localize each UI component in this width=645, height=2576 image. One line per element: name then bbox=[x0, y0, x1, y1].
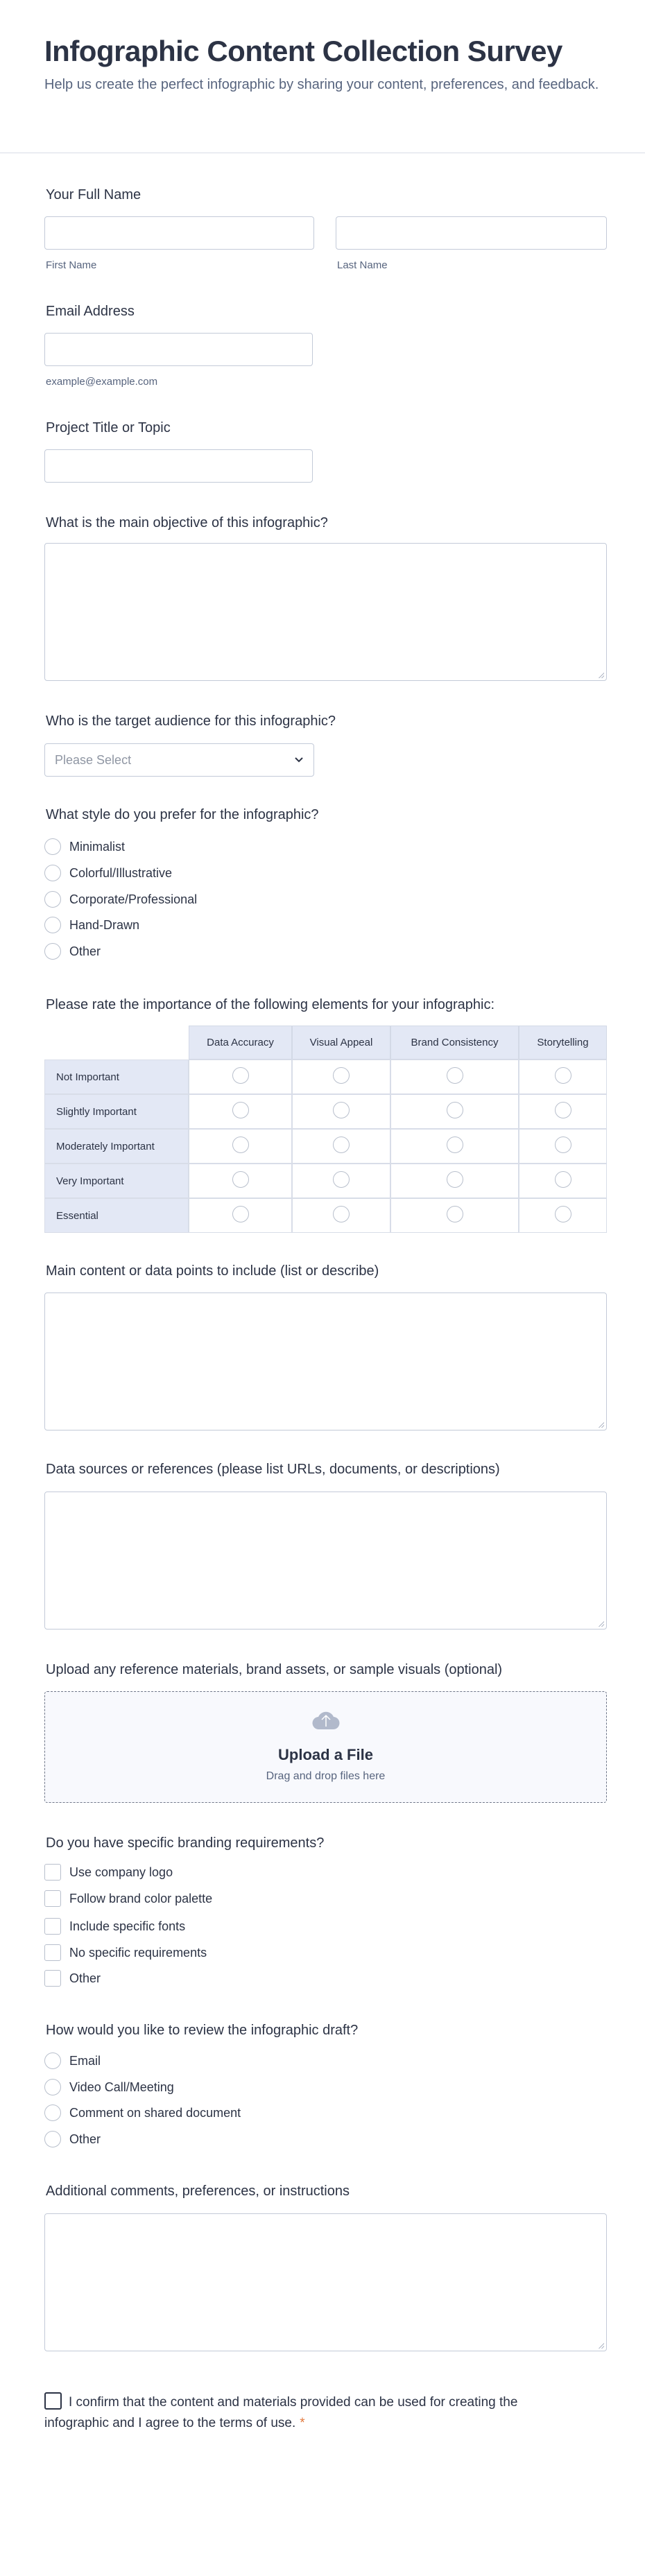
option-label: Hand-Drawn bbox=[69, 917, 140, 932]
matrix-radio[interactable] bbox=[232, 1136, 249, 1153]
matrix-radio[interactable] bbox=[333, 1136, 350, 1153]
chevron-down-icon bbox=[294, 757, 304, 763]
matrix-row-label: Essential bbox=[44, 1198, 189, 1233]
full-name-label: Your Full Name bbox=[46, 187, 141, 202]
data-sources-textarea[interactable] bbox=[44, 1492, 607, 1630]
form-title: Infographic Content Collection Survey bbox=[44, 35, 562, 67]
email-label: Email Address bbox=[46, 304, 135, 319]
option-label: Use company logo bbox=[69, 1865, 173, 1879]
radio-icon[interactable] bbox=[44, 2052, 61, 2069]
matrix-cell bbox=[189, 1129, 292, 1164]
option-label: Other bbox=[69, 944, 101, 958]
matrix-radio[interactable] bbox=[447, 1067, 463, 1084]
radio-icon[interactable] bbox=[44, 2131, 61, 2147]
checkbox-icon[interactable] bbox=[44, 1944, 61, 1961]
audience-select-value: Please Select bbox=[55, 752, 132, 767]
matrix-cell bbox=[390, 1164, 519, 1198]
matrix-radio[interactable] bbox=[555, 1206, 571, 1222]
matrix-row bbox=[44, 1129, 607, 1164]
option-label: Follow brand color palette bbox=[69, 1891, 213, 1905]
branding-option[interactable] bbox=[44, 1944, 207, 1961]
option-label: Corporate/Professional bbox=[69, 892, 198, 906]
comments-label: Additional comments, preferences, or instructions bbox=[46, 2184, 350, 2199]
option-label: Other bbox=[69, 2132, 101, 2146]
matrix-row-label: Slightly Important bbox=[44, 1094, 189, 1129]
matrix-cell bbox=[390, 1094, 519, 1129]
matrix-cell bbox=[292, 1094, 390, 1129]
checkbox-icon[interactable] bbox=[44, 1970, 61, 1987]
matrix-radio[interactable] bbox=[232, 1067, 249, 1084]
radio-icon[interactable] bbox=[44, 865, 61, 881]
matrix-cell bbox=[292, 1129, 390, 1164]
style-label: What style do you prefer for the infographic? bbox=[46, 807, 319, 822]
resize-handle-icon[interactable] bbox=[599, 1621, 604, 1627]
matrix-column-header: Storytelling bbox=[519, 1026, 607, 1060]
radio-icon[interactable] bbox=[44, 2104, 61, 2121]
form-subtitle: Help us create the perfect infographic by sharing your content, preferences, and feedback. bbox=[44, 77, 599, 92]
comments-textarea[interactable] bbox=[44, 2213, 607, 2351]
last-name-sublabel: Last Name bbox=[337, 259, 388, 271]
terms-text: I confirm that the content and materials provided can be used for creating the infographic and I agree to the terms of use. bbox=[44, 2395, 518, 2430]
matrix-radio[interactable] bbox=[447, 1171, 463, 1188]
radio-icon[interactable] bbox=[44, 2079, 61, 2095]
matrix-cell bbox=[390, 1060, 519, 1094]
branding-option[interactable] bbox=[44, 1890, 212, 1907]
style-option[interactable] bbox=[44, 865, 172, 881]
resize-handle-icon[interactable] bbox=[599, 2343, 604, 2349]
option-label: Comment on shared document bbox=[69, 2105, 241, 2120]
review-option[interactable] bbox=[44, 2104, 241, 2121]
first-name-input[interactable] bbox=[44, 216, 314, 250]
branding-option[interactable] bbox=[44, 1918, 185, 1935]
file-upload-dropzone[interactable] bbox=[44, 1691, 607, 1803]
resize-handle-icon[interactable] bbox=[599, 673, 604, 678]
matrix-corner bbox=[44, 1026, 189, 1060]
style-option[interactable] bbox=[44, 943, 101, 960]
cloud-upload-icon bbox=[312, 1709, 340, 1731]
first-name-sublabel: First Name bbox=[46, 259, 97, 271]
matrix-cell bbox=[292, 1198, 390, 1233]
matrix-cell bbox=[189, 1060, 292, 1094]
matrix-radio[interactable] bbox=[447, 1136, 463, 1153]
style-option[interactable] bbox=[44, 891, 197, 908]
option-label: Email bbox=[69, 2053, 101, 2068]
matrix-cell bbox=[390, 1129, 519, 1164]
data-sources-label: Data sources or references (please list URLs, documents, or descriptions) bbox=[46, 1462, 500, 1477]
terms-checkbox[interactable] bbox=[44, 2392, 62, 2410]
checkbox-icon[interactable] bbox=[44, 1890, 61, 1907]
matrix-radio[interactable] bbox=[555, 1102, 571, 1118]
matrix-cell bbox=[189, 1164, 292, 1198]
project-title-label: Project Title or Topic bbox=[46, 420, 171, 435]
radio-icon[interactable] bbox=[44, 943, 61, 960]
resize-handle-icon[interactable] bbox=[599, 1422, 604, 1428]
rating-label: Please rate the importance of the following elements for your infographic: bbox=[46, 997, 495, 1012]
terms-confirmation bbox=[44, 2392, 530, 2434]
matrix-cell bbox=[292, 1164, 390, 1198]
radio-icon[interactable] bbox=[44, 838, 61, 855]
matrix-cell bbox=[519, 1164, 607, 1198]
matrix-row bbox=[44, 1198, 607, 1233]
option-label: Minimalist bbox=[69, 839, 126, 854]
matrix-row-label: Not Important bbox=[44, 1060, 189, 1094]
matrix-row bbox=[44, 1094, 607, 1129]
upload-subtitle: Drag and drop files here bbox=[266, 1770, 386, 1782]
rating-matrix bbox=[44, 1026, 607, 1233]
matrix-radio[interactable] bbox=[447, 1102, 463, 1118]
option-label: No specific requirements bbox=[69, 1945, 207, 1960]
matrix-radio[interactable] bbox=[555, 1136, 571, 1153]
matrix-cell bbox=[519, 1129, 607, 1164]
radio-icon[interactable] bbox=[44, 917, 61, 933]
matrix-radio[interactable] bbox=[333, 1102, 350, 1118]
matrix-radio[interactable] bbox=[232, 1171, 249, 1188]
option-label: Other bbox=[69, 1971, 101, 1985]
checkbox-icon[interactable] bbox=[44, 1918, 61, 1935]
upload-label: Upload any reference materials, brand assets, or sample visuals (optional) bbox=[46, 1662, 503, 1677]
matrix-radio[interactable] bbox=[333, 1067, 350, 1084]
radio-icon[interactable] bbox=[44, 891, 61, 908]
matrix-column-header: Data Accuracy bbox=[189, 1026, 292, 1060]
audience-label: Who is the target audience for this infographic? bbox=[46, 714, 336, 729]
review-option[interactable] bbox=[44, 2131, 101, 2147]
matrix-radio[interactable] bbox=[232, 1102, 249, 1118]
branding-label: Do you have specific branding requirements? bbox=[46, 1835, 325, 1851]
last-name-input[interactable] bbox=[336, 216, 607, 250]
branding-option[interactable] bbox=[44, 1970, 101, 1987]
option-label: Video Call/Meeting bbox=[69, 2080, 174, 2094]
project-title-input[interactable] bbox=[44, 449, 313, 483]
style-option[interactable] bbox=[44, 838, 125, 855]
matrix-radio[interactable] bbox=[447, 1206, 463, 1222]
email-input[interactable] bbox=[44, 333, 313, 366]
matrix-cell bbox=[519, 1094, 607, 1129]
matrix-row-label: Moderately Important bbox=[44, 1129, 189, 1164]
style-option[interactable] bbox=[44, 917, 139, 933]
matrix-radio[interactable] bbox=[333, 1171, 350, 1188]
audience-select[interactable] bbox=[44, 743, 314, 777]
matrix-radio[interactable] bbox=[555, 1171, 571, 1188]
matrix-cell bbox=[519, 1198, 607, 1233]
matrix-row bbox=[44, 1164, 607, 1198]
review-label: How would you like to review the infographic draft? bbox=[46, 2023, 359, 2038]
upload-title: Upload a File bbox=[278, 1746, 373, 1763]
matrix-cell bbox=[292, 1060, 390, 1094]
matrix-cell bbox=[519, 1060, 607, 1094]
matrix-column-header: Brand Consistency bbox=[390, 1026, 519, 1060]
branding-option[interactable] bbox=[44, 1864, 173, 1881]
email-hint: example@example.com bbox=[46, 376, 158, 388]
matrix-column-header: Visual Appeal bbox=[292, 1026, 390, 1060]
matrix-cell bbox=[189, 1198, 292, 1233]
checkbox-icon[interactable] bbox=[44, 1864, 61, 1881]
matrix-cell bbox=[390, 1198, 519, 1233]
main-content-textarea[interactable] bbox=[44, 1293, 607, 1430]
required-asterisk: * bbox=[300, 2416, 305, 2430]
option-label: Colorful/Illustrative bbox=[69, 865, 173, 880]
objective-textarea[interactable] bbox=[44, 543, 607, 681]
review-option[interactable] bbox=[44, 2052, 101, 2069]
option-label: Include specific fonts bbox=[69, 1919, 186, 1933]
matrix-radio[interactable] bbox=[333, 1206, 350, 1222]
matrix-row-label: Very Important bbox=[44, 1164, 189, 1198]
matrix-row bbox=[44, 1060, 607, 1094]
matrix-cell bbox=[189, 1094, 292, 1129]
objective-label: What is the main objective of this infographic? bbox=[46, 515, 328, 530]
matrix-radio[interactable] bbox=[232, 1206, 249, 1222]
review-option[interactable] bbox=[44, 2079, 174, 2095]
main-content-label: Main content or data points to include (list or describe) bbox=[46, 1263, 379, 1279]
matrix-radio[interactable] bbox=[555, 1067, 571, 1084]
